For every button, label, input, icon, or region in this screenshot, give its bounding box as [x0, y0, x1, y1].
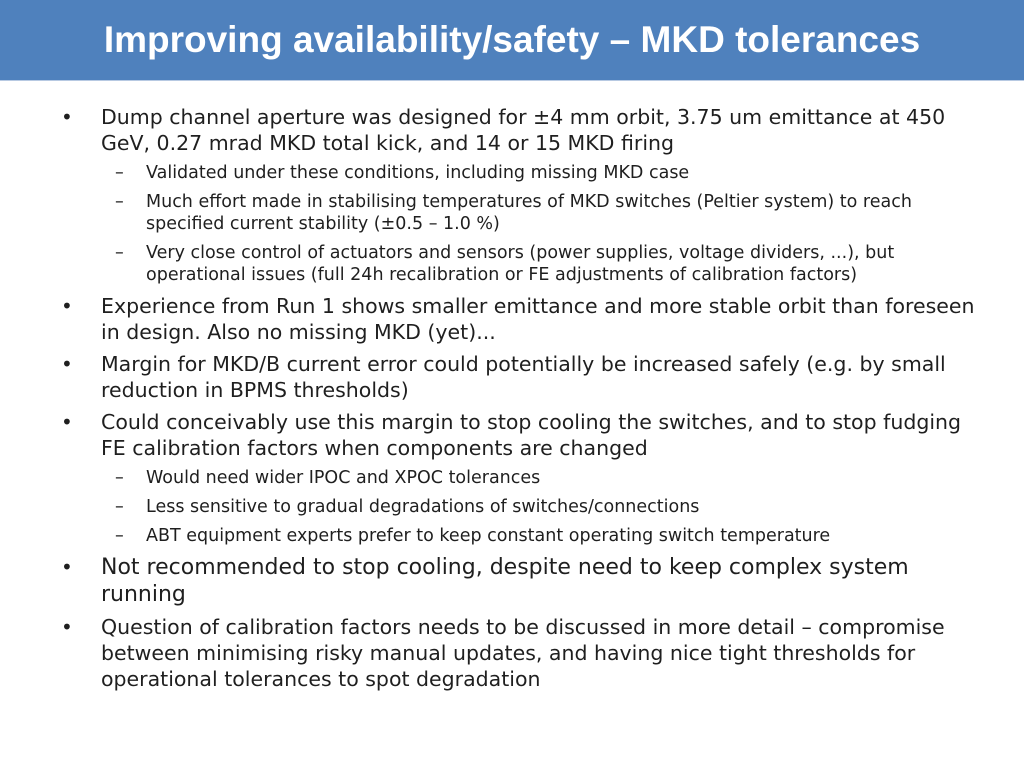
bullet-text: Dump channel aperture was designed for ±4 mm orbit, 3.75 um emittance at 450 GeV, 0.27 mrad MKD total kick, and 14 or 15 MKD firing [101, 105, 946, 155]
sub-bullet-item [58, 525, 988, 547]
bullet-icon: • [61, 555, 73, 579]
dash-icon: – [115, 243, 124, 263]
slide-content [58, 104, 988, 698]
bullet-icon: • [61, 294, 73, 318]
sub-bullet-item [58, 191, 988, 235]
sub-bullet-item [58, 496, 988, 518]
dash-icon: – [115, 468, 124, 488]
bullet-text: Could conceivably use this margin to stop cooling the switches, and to stop fudging FE calibration factors when components are changed [101, 410, 962, 460]
dash-icon: – [115, 163, 124, 183]
slide-title: Improving availability/safety – MKD tolerances [103, 19, 921, 60]
bullet-text: Not recommended to stop cooling, despite need to keep complex system running [101, 555, 909, 607]
bullet-text: Experience from Run 1 shows smaller emittance and more stable orbit than foreseen in design. Also no missing MKD (yet)... [101, 294, 975, 344]
bullet-item [58, 554, 988, 608]
sub-bullet-text: ABT equipment experts prefer to keep constant operating switch temperature [146, 526, 831, 546]
sub-bullet-text: Much effort made in stabilising temperatures of MKD switches (Peltier system) to reach specified current stability (±0.5 – 1.0 %) [146, 192, 912, 234]
bullet-icon: • [61, 105, 73, 129]
sub-bullet-list [58, 467, 988, 547]
bullet-text: Margin for MKD/B current error could potentially be increased safely (e.g. by small reduction in BPMS thresholds) [101, 352, 946, 402]
bullet-text: Question of calibration factors needs to be discussed in more detail – compromise between minimising risky manual updates, and having nice tight thresholds for operational tolerances to spot degradation [101, 615, 945, 691]
bullet-item [58, 293, 988, 345]
bullet-item [58, 104, 988, 156]
sub-bullet-text: Less sensitive to gradual degradations of switches/connections [146, 497, 700, 517]
bullet-item [58, 409, 988, 461]
sub-bullet-item [58, 162, 988, 184]
sub-bullet-text: Would need wider IPOC and XPOC tolerances [146, 468, 541, 488]
sub-bullet-text: Validated under these conditions, including missing MKD case [146, 163, 690, 183]
bullet-icon: • [61, 352, 73, 376]
sub-bullet-item [58, 242, 988, 286]
bullet-icon: • [61, 615, 73, 639]
slide-title-bar [0, 0, 1024, 81]
dash-icon: – [115, 497, 124, 517]
bullet-item [58, 351, 988, 403]
bullet-item [58, 614, 988, 692]
bullet-icon: • [61, 410, 73, 434]
dash-icon: – [115, 526, 124, 546]
dash-icon: – [115, 192, 124, 212]
sub-bullet-list [58, 162, 988, 286]
sub-bullet-text: Very close control of actuators and sensors (power supplies, voltage dividers, ...), but operational issues (full 24h recalibration or FE adjustments of calibration factors) [146, 243, 895, 285]
sub-bullet-item [58, 467, 988, 489]
